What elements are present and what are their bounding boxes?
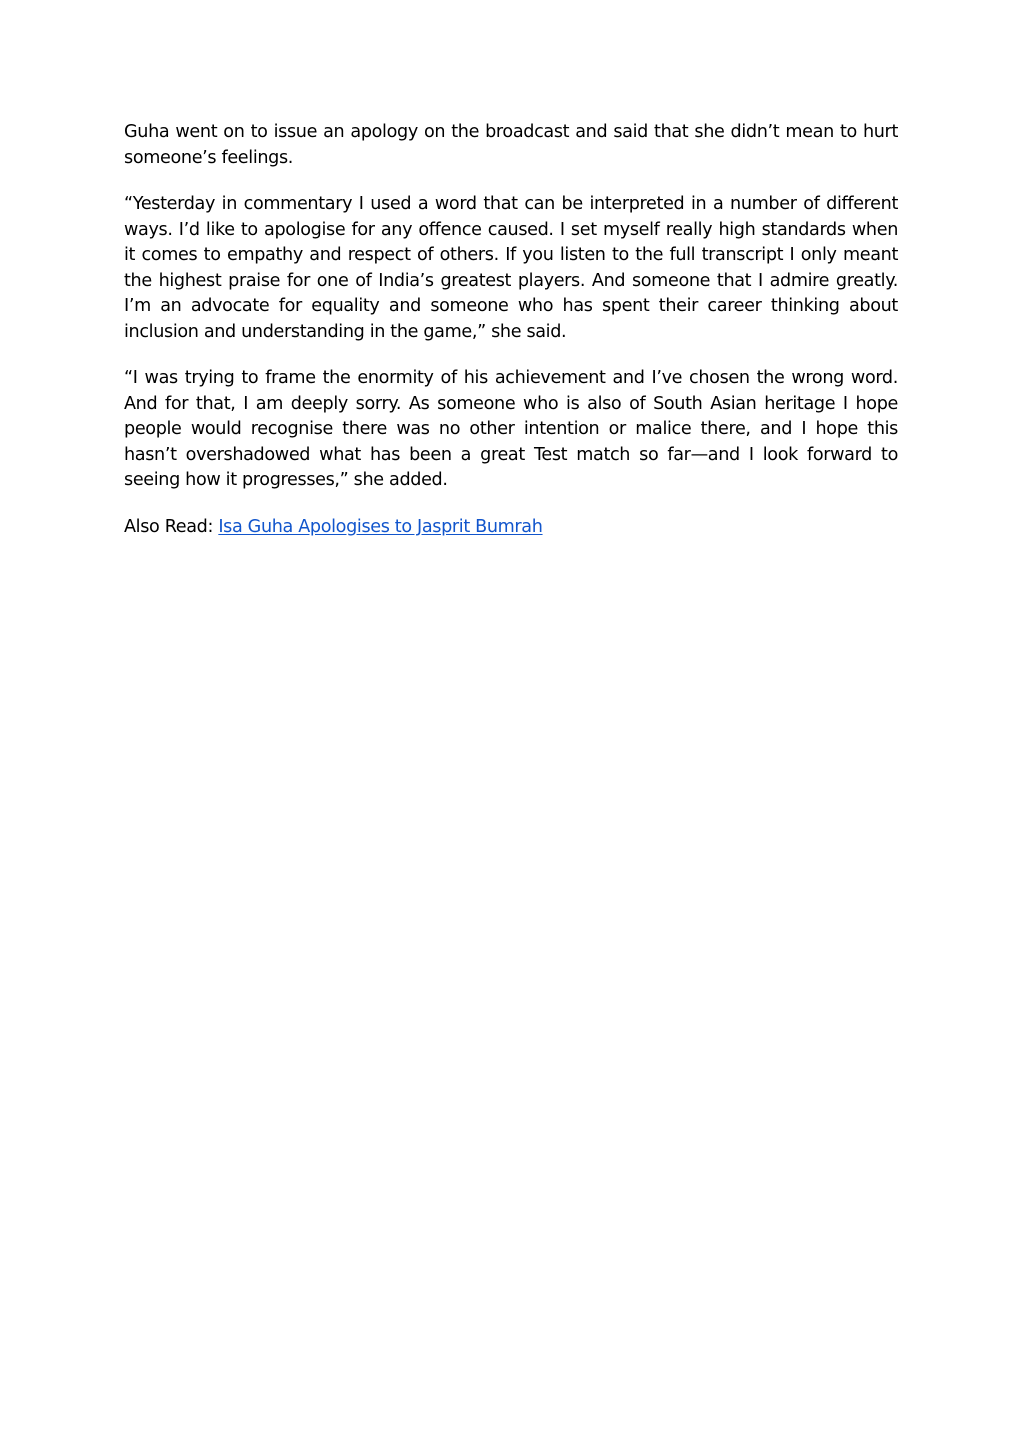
document-page — [124, 120, 898, 540]
paragraph-quote-commentary: “Yesterday in commentary I used a word that can be interpreted in a number of different ways. I’d like to apologise for any offence caused. I set myself really high standards when it comes to empathy and respect of others. If you listen to the full transcript I only meant the highest praise for one of India’s greatest players. And someone that I admire greatly. I’m an advocate for equality and someone who has spent their career thinking about inclusion and understanding in the game,” she said. — [124, 194, 898, 342]
also-read-label: Also Read: — [124, 516, 219, 537]
paragraph-apology-intro: Guha went on to issue an apology on the broadcast and said that she didn’t mean to hurt someone’s feelings. — [124, 122, 898, 168]
paragraph-quote-enormity: “I was trying to frame the enormity of his achievement and I’ve chosen the wrong word. And for that, I am deeply sorry. As someone who is also of South Asian heritage I hope people would recognise there was no other intention or malice there, and I hope this hasn’t overshadowed what has been a great Test match so far—and I look forward to seeing how it progresses,” she added. — [124, 368, 898, 490]
also-read-link[interactable]: Isa Guha Apologises to Jasprit Bumrah — [218, 516, 543, 537]
also-read-line — [124, 515, 898, 541]
